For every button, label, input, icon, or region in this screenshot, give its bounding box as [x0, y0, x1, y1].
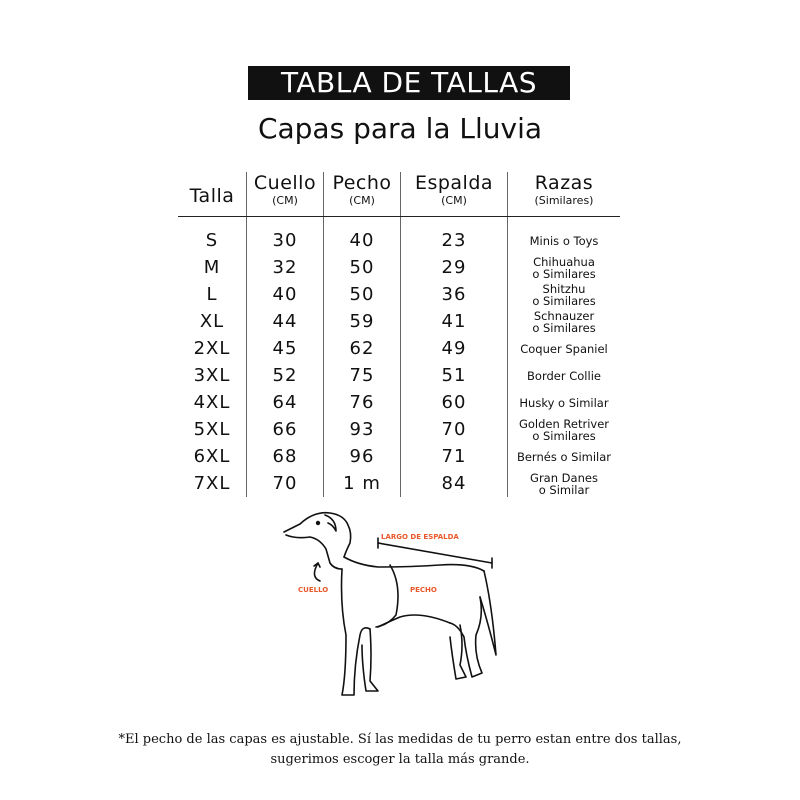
cell-espalda — [401, 308, 508, 335]
dog-measurement-diagram — [270, 505, 500, 715]
cell-razas — [508, 254, 621, 281]
table-header-row — [178, 172, 620, 217]
label-cuello: CUELLO — [298, 586, 329, 594]
cell-razas — [508, 362, 621, 389]
cell-razas — [508, 308, 621, 335]
header-cuello — [247, 172, 324, 217]
table-row — [178, 335, 620, 362]
dog-tail-outline — [480, 571, 496, 655]
dog-back-outline — [344, 557, 484, 571]
cell-razas-line: Minis o Toys — [529, 233, 599, 248]
cell-razas-line: Bernés o Similar — [516, 449, 612, 464]
table-row — [178, 443, 620, 470]
cell-talla-value: 7XL — [193, 473, 231, 494]
cell-razas-line: o Similares — [532, 266, 596, 281]
page-subtitle: Capas para la Lluvia — [257, 112, 543, 145]
footnote — [0, 730, 800, 770]
cell-razas — [508, 470, 621, 497]
cell-talla-value: 4XL — [193, 392, 231, 413]
cell-cuello-value: 52 — [272, 365, 298, 386]
cell-talla-value: 2XL — [193, 338, 231, 359]
cell-talla — [178, 416, 247, 443]
cell-espalda-value: 36 — [441, 284, 467, 305]
cell-razas-line: Border Collie — [527, 368, 601, 383]
cell-pecho-value: 40 — [349, 230, 375, 251]
cell-espalda — [401, 335, 508, 362]
cell-espalda — [401, 416, 508, 443]
cell-razas-line: o Similares — [532, 320, 596, 335]
cell-pecho — [324, 335, 401, 362]
dog-head-outline — [284, 513, 351, 557]
cell-pecho-value: 96 — [349, 446, 375, 467]
cell-pecho — [324, 416, 401, 443]
cell-cuello — [247, 281, 324, 308]
cell-talla — [178, 335, 247, 362]
cell-cuello-value: 68 — [272, 446, 298, 467]
cell-pecho-value: 50 — [349, 257, 375, 278]
cell-cuello-value: 32 — [272, 257, 298, 278]
cell-espalda-value: 49 — [441, 338, 467, 359]
cell-razas-line: Golden Retriver — [518, 416, 610, 431]
header-cuello-unit: (CM) — [272, 194, 298, 207]
cell-talla — [178, 217, 247, 255]
table-row — [178, 470, 620, 497]
cell-pecho — [324, 308, 401, 335]
dog-eye — [317, 522, 320, 525]
cell-talla-value: L — [206, 284, 218, 305]
cell-cuello-value: 44 — [272, 311, 298, 332]
cell-espalda-value: 84 — [441, 473, 467, 494]
cell-razas — [508, 389, 621, 416]
cell-cuello-value: 40 — [272, 284, 298, 305]
footnote-line-2: sugerimos escoger la talla más grande. — [270, 752, 530, 767]
cell-cuello — [247, 217, 324, 255]
cell-pecho-value: 50 — [349, 284, 375, 305]
cell-razas-line: Gran Danes — [530, 470, 598, 485]
cell-pecho — [324, 254, 401, 281]
cell-pecho — [324, 217, 401, 255]
cell-espalda — [401, 281, 508, 308]
cell-espalda-value: 51 — [441, 365, 467, 386]
cell-cuello — [247, 389, 324, 416]
dog-hind-leg-inner — [450, 625, 466, 679]
cell-cuello — [247, 443, 324, 470]
dog-hind-leg-outline — [450, 597, 482, 677]
cell-razas-line: Shitzhu — [542, 281, 586, 296]
cell-pecho-value: 76 — [349, 392, 375, 413]
header-espalda-unit: (CM) — [441, 194, 467, 207]
cell-espalda — [401, 254, 508, 281]
cell-talla-value: 3XL — [193, 365, 231, 386]
cell-talla-value: S — [205, 230, 219, 251]
cell-razas-line: Schnauzer — [533, 308, 595, 323]
header-espalda — [401, 172, 508, 217]
cell-espalda-value: 23 — [441, 230, 467, 251]
table-row — [178, 416, 620, 443]
cell-espalda — [401, 217, 508, 255]
cell-cuello-value: 66 — [272, 419, 298, 440]
table-row — [178, 308, 620, 335]
cell-talla — [178, 308, 247, 335]
header-espalda-label: Espalda — [414, 172, 494, 194]
cell-talla — [178, 470, 247, 497]
cell-espalda-value: 41 — [441, 311, 467, 332]
cell-razas — [508, 281, 621, 308]
cell-talla-value: M — [203, 257, 221, 278]
cell-cuello-value: 45 — [272, 338, 298, 359]
cell-talla-value: 6XL — [193, 446, 231, 467]
cell-talla — [178, 389, 247, 416]
header-razas-label: Razas — [534, 172, 594, 194]
cell-razas-line: Chihuahua — [533, 254, 595, 269]
cell-cuello — [247, 335, 324, 362]
cell-pecho-value: 93 — [349, 419, 375, 440]
header-razas-sub: (Similares) — [534, 194, 594, 207]
cell-cuello — [247, 254, 324, 281]
cell-pecho — [324, 362, 401, 389]
cell-razas — [508, 443, 621, 470]
dog-jaw-outline — [286, 535, 342, 569]
header-pecho — [324, 172, 401, 217]
cell-espalda — [401, 443, 508, 470]
cell-espalda — [401, 389, 508, 416]
back-measure-line — [378, 543, 492, 563]
cell-pecho — [324, 470, 401, 497]
cell-cuello-value: 30 — [272, 230, 298, 251]
dog-ear-outline — [325, 515, 336, 531]
dog-front-leg-outline — [342, 569, 371, 695]
label-largo-espalda: LARGO DE ESPALDA — [381, 533, 459, 541]
cell-cuello-value: 64 — [272, 392, 298, 413]
header-talla-label: Talla — [189, 185, 235, 207]
cell-espalda-value: 60 — [441, 392, 467, 413]
cell-cuello-value: 70 — [272, 473, 298, 494]
cell-razas — [508, 217, 621, 255]
table-row — [178, 281, 620, 308]
cell-razas-line: Husky o Similar — [519, 395, 609, 410]
chest-strap — [376, 565, 398, 627]
cell-cuello — [247, 416, 324, 443]
cell-pecho-value: 75 — [349, 365, 375, 386]
footnote-line-1: *El pecho de las capas es ajustable. Sí las medidas de tu perro estan entre dos tallas, — [118, 732, 682, 747]
cell-razas-line: o Similares — [532, 293, 596, 308]
cell-cuello — [247, 362, 324, 389]
title-banner — [248, 66, 570, 100]
table-row — [178, 362, 620, 389]
cell-espalda — [401, 470, 508, 497]
cell-pecho-value: 59 — [349, 311, 375, 332]
cell-pecho — [324, 443, 401, 470]
cell-cuello — [247, 308, 324, 335]
cell-espalda-value: 70 — [441, 419, 467, 440]
cell-pecho-value: 62 — [349, 338, 375, 359]
table-row — [178, 254, 620, 281]
header-pecho-unit: (CM) — [349, 194, 375, 207]
cell-talla-value: 5XL — [193, 419, 231, 440]
cell-talla — [178, 362, 247, 389]
cell-cuello — [247, 470, 324, 497]
cell-espalda — [401, 362, 508, 389]
neck-measure-arrow — [314, 563, 320, 581]
cell-razas-line: o Similares — [532, 428, 596, 443]
cell-razas — [508, 416, 621, 443]
cell-talla-value: XL — [199, 311, 225, 332]
cell-razas — [508, 335, 621, 362]
cell-talla — [178, 281, 247, 308]
cell-espalda-value: 29 — [441, 257, 467, 278]
cell-talla — [178, 443, 247, 470]
dog-front-leg-inner — [362, 629, 378, 691]
cell-razas-line: Coquer Spaniel — [520, 341, 608, 356]
header-cuello-label: Cuello — [253, 172, 317, 194]
cell-razas-line: o Similar — [538, 482, 590, 497]
cell-pecho — [324, 281, 401, 308]
label-pecho: PECHO — [410, 586, 437, 594]
table-row — [178, 389, 620, 416]
cell-espalda-value: 71 — [441, 446, 467, 467]
size-table — [178, 172, 620, 497]
cell-talla — [178, 254, 247, 281]
cell-pecho-value: 1 m — [343, 473, 381, 494]
header-pecho-label: Pecho — [332, 172, 392, 194]
header-razas — [508, 172, 621, 217]
table-row — [178, 217, 620, 255]
cell-pecho — [324, 389, 401, 416]
header-talla — [178, 172, 247, 217]
page-title: TABLA DE TALLAS — [280, 66, 538, 99]
